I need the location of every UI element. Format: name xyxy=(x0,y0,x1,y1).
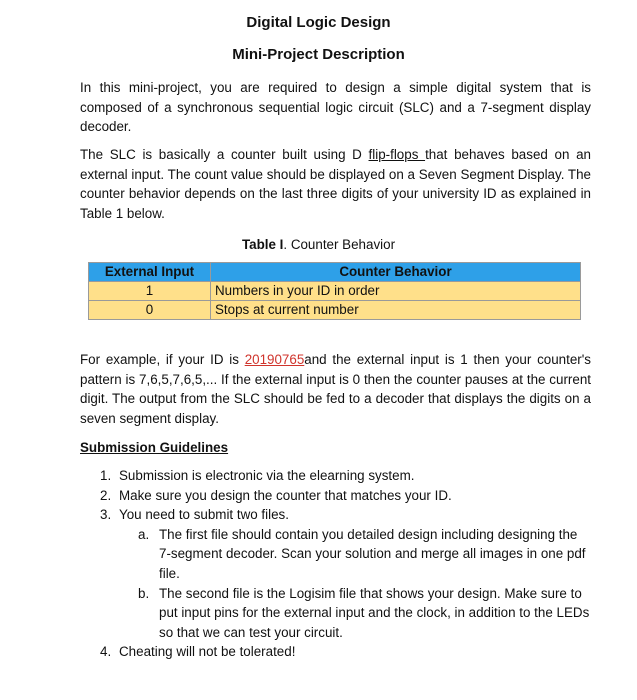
list-item-text: Submission is electronic via the elearning system. xyxy=(119,468,415,483)
list-item-number: 1. xyxy=(100,468,112,483)
sub-list-item xyxy=(119,584,590,643)
guidelines-list xyxy=(100,466,590,662)
table-cell-behavior: Numbers in your ID in order xyxy=(211,282,581,301)
table-caption-label: Table I xyxy=(241,237,284,252)
document-subtitle: Mini-Project Description xyxy=(232,46,405,63)
sub-list-item xyxy=(119,525,590,584)
sub-list-container xyxy=(100,525,590,643)
list-item-text: Make sure you design the counter that matches your ID. xyxy=(119,487,452,503)
example-paragraph xyxy=(80,350,591,428)
slc-text-after: that behaves based on an external input. The count value should be displayed on a Seven Segment Display. The counter behavior depends on the last three digits of your university ID as explained in Table 1 below. xyxy=(80,147,591,221)
list-item-text: You need to submit two files. xyxy=(119,507,289,523)
document-title: Digital Logic Design xyxy=(246,14,391,31)
table-header-row xyxy=(89,263,581,282)
table-row xyxy=(89,282,581,301)
sub-list-item-text: The second file is the Logisim file that shows your design. Make sure to put input pins for the external input and the clock, in addition to the LEDs so that we can test your circuit. xyxy=(159,585,590,640)
slc-paragraph xyxy=(80,145,591,223)
list-item-number: 3. xyxy=(100,507,112,523)
header-external-input: External Input xyxy=(89,263,211,282)
slc-text-before: The SLC is basically a counter built using D xyxy=(80,147,369,162)
intro-paragraph: In this mini-project, you are required to design a simple digital system that is composed of a synchronous sequential logic circuit (SLC) and a 7-segment display decoder. xyxy=(80,80,591,135)
list-item xyxy=(100,466,590,486)
list-item xyxy=(100,642,590,662)
list-item-text: Cheating will not be tolerated! xyxy=(119,644,296,660)
list-item xyxy=(100,486,590,506)
example-text-before: For example, if your ID is xyxy=(80,352,245,367)
table-row xyxy=(89,301,581,320)
table-caption-text: . Counter Behavior xyxy=(283,237,396,252)
list-item-number: 4. xyxy=(100,644,112,660)
table-cell-input: 0 xyxy=(89,301,211,320)
sub-guidelines-list xyxy=(100,525,590,643)
table-cell-behavior: Stops at current number xyxy=(211,301,581,320)
guidelines-heading: Submission Guidelines xyxy=(80,440,229,455)
sub-list-item-letter: b. xyxy=(138,585,150,601)
table-caption xyxy=(0,235,637,255)
counter-behavior-table xyxy=(88,262,581,320)
sub-list-item-text: The first file should contain you detailed design including designing the 7-segment decoder. Scan your solution and merge all images in one pdf file. xyxy=(159,526,586,581)
sub-list-item-letter: a. xyxy=(138,526,150,542)
table-cell-input: 1 xyxy=(89,282,211,301)
header-counter-behavior: Counter Behavior xyxy=(211,263,581,282)
list-item xyxy=(100,505,590,525)
id-link[interactable]: 20190765 xyxy=(244,352,305,367)
example-text-after: and the external input is 1 then your counter's pattern is 7,6,5,7,6,5,... If the external input is 0 then the counter pauses at the current digit. The output from the SLC should be fed to a decoder that displays the digits on a seven segment display. xyxy=(80,352,591,426)
flip-flops-link[interactable]: flip-flops xyxy=(368,147,426,162)
list-item-number: 2. xyxy=(100,487,112,503)
